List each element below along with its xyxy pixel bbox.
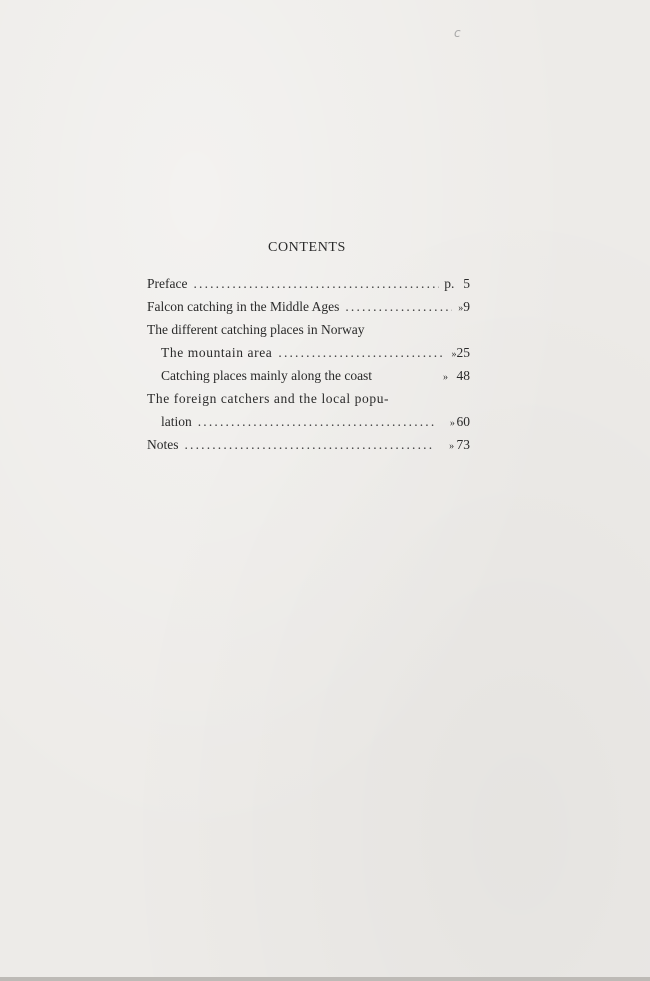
toc-entry-title: Falcon catching in the Middle Ages: [147, 299, 340, 314]
toc-entry-coast: [147, 368, 470, 391]
toc-entry-title: The mountain area: [161, 345, 273, 360]
page-number: 25: [456, 345, 470, 360]
toc-entry-notes: [147, 437, 470, 460]
toc-entry-foreign-catchers-cont: [147, 414, 470, 437]
toc-entry-foreign-catchers: [147, 391, 470, 414]
toc-entry-preface: [147, 276, 470, 299]
dot-leader: [185, 437, 435, 453]
ditto-mark: »: [451, 349, 457, 360]
dot-leader: [193, 276, 439, 292]
ditto-mark: »: [443, 372, 448, 383]
page-number: 9: [463, 299, 471, 314]
ditto-mark: »: [449, 441, 455, 452]
toc-entry-falcon-catching: [147, 299, 470, 322]
page-number: 5: [463, 276, 470, 291]
dot-leader: [345, 299, 452, 315]
page-prefix: p.: [444, 276, 455, 291]
page-number: 48: [456, 368, 470, 383]
table-of-contents: [147, 276, 470, 460]
dot-leader: [278, 345, 442, 361]
toc-entry-title: The different catching places in Norway: [147, 322, 365, 337]
page-number: 60: [456, 414, 470, 429]
toc-entry-title: Preface: [147, 276, 188, 291]
page-title: CONTENTS: [268, 240, 346, 255]
toc-entry-title: lation: [161, 414, 192, 429]
page-bottom-edge: [0, 977, 650, 981]
toc-entry-catching-places: [147, 322, 470, 345]
toc-entry-title: The foreign catchers and the local popu-: [147, 391, 390, 406]
dot-leader: [198, 414, 436, 430]
toc-entry-title: Catching places mainly along the coast: [161, 368, 373, 383]
ditto-mark: »: [458, 303, 464, 314]
pencil-mark: c: [454, 26, 461, 40]
toc-entry-mountain-area: [147, 345, 470, 368]
toc-entry-title: Notes: [147, 437, 179, 452]
ditto-mark: »: [449, 418, 455, 429]
page-number: 73: [456, 437, 470, 452]
